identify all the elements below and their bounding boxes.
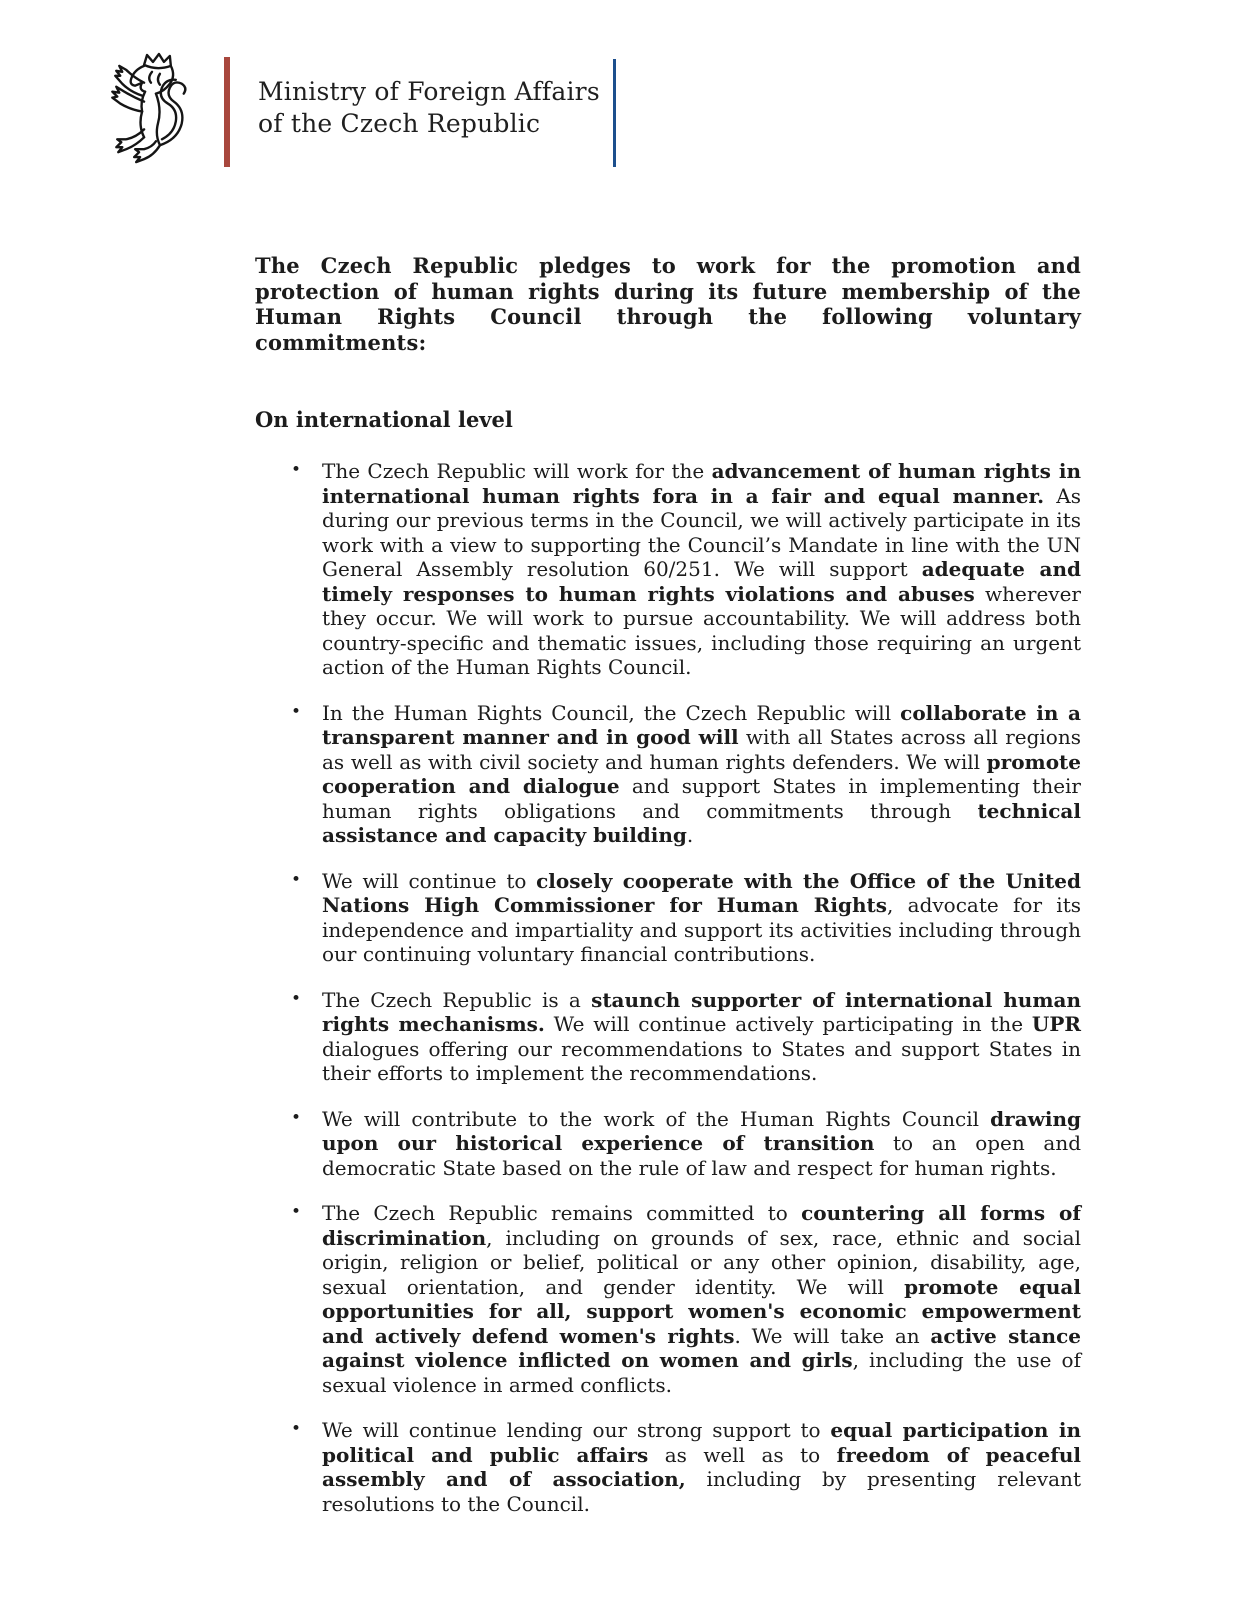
text-run: to an open and democratic State based on the rule of law and respect for human rights. — [322, 1131, 1082, 1180]
text-run: , including the use of sexual violence in armed conflicts. — [322, 1348, 1082, 1397]
text-run: UPR — [1031, 1012, 1081, 1037]
text-run: The Czech Republic is a — [322, 987, 592, 1012]
bullet-item — [255, 869, 1081, 967]
bullet-item — [255, 988, 1081, 1086]
bullet-marker-icon: • — [291, 460, 302, 481]
ministry-name-line1: Ministry of Foreign Affairs — [258, 77, 600, 106]
red-accent-bar — [224, 57, 230, 167]
text-run: wherever they occur. We will work to pursue accountability. We will address both country-specific and thematic issues, including those requiring an urgent action of the Human Rights Council. — [322, 581, 1081, 680]
text-run: countering all forms of discrimination — [322, 1201, 1081, 1250]
bullet-text — [322, 988, 1081, 1086]
bullet-text — [322, 1201, 1081, 1397]
text-run: promote cooperation and dialogue — [322, 749, 1081, 799]
bullet-marker-icon: • — [291, 1419, 302, 1440]
text-run: drawing upon our historical experience of transition — [322, 1106, 1081, 1156]
text-run: We will continue actively participating in the — [544, 1012, 1032, 1037]
text-run: dialogues offering our recommendations to States and support States in their efforts to implement the recommendations. — [322, 1036, 1081, 1086]
text-run: with all States across all regions as well as with civil society and human rights defenders. We will — [322, 725, 1081, 774]
text-run: We will continue lending our strong support to — [322, 1418, 831, 1443]
text-run: As during our previous terms in the Council, we will actively participate in its work with a view to supporting the Council’s Mandate in line with the UN General Assembly resolution 60/251. We will support — [322, 483, 1081, 582]
text-run: and support States in implementing their human rights obligations and commitments through — [322, 774, 1081, 823]
text-run: In the Human Rights Council, the Czech Republic will — [322, 700, 901, 725]
text-run: adequate and timely responses to human rights violations and abuses — [322, 557, 1081, 606]
bullet-text — [322, 869, 1081, 967]
text-run: advancement of human rights in international human rights fora in a fair and equal manner. — [322, 459, 1082, 508]
section-heading: On international level — [255, 407, 513, 433]
bullet-text — [322, 1107, 1081, 1180]
bullet-marker-icon: • — [291, 701, 302, 722]
ministry-name — [258, 76, 600, 140]
text-run: active stance against violence inflicted on women and girls — [322, 1323, 1081, 1373]
text-run: closely cooperate with the Office of the United Nations High Commissioner for Human Rights — [322, 868, 1081, 918]
text-run: The Czech Republic remains committed to — [322, 1201, 802, 1226]
text-run: , advocate for its independence and impartiality and support its activities including through our continuing voluntary financial contributions. — [322, 893, 1082, 967]
ministry-name-line2: of the Czech Republic — [258, 109, 541, 138]
blue-accent-bar — [613, 59, 616, 167]
text-run: The Czech Republic pledges to work for the promotion and protection of human rights during its future membership of the Human Rights Council through the following voluntary commitments: — [255, 253, 1081, 355]
text-run: . — [686, 823, 694, 848]
text-run: technical assistance and capacity building — [322, 798, 1081, 848]
bullet-item — [255, 701, 1081, 848]
text-run: freedom of peaceful assembly and of association, — [322, 1442, 1081, 1492]
bullet-item — [255, 1418, 1081, 1516]
text-run: including by presenting relevant resolutions to the Council. — [322, 1467, 1081, 1516]
text-run: staunch supporter of international human rights mechanisms. — [322, 987, 1082, 1037]
bullet-item — [255, 1107, 1081, 1181]
bullet-marker-icon: • — [291, 1202, 302, 1223]
bullet-text — [322, 701, 1081, 848]
bullet-marker-icon: • — [291, 988, 302, 1009]
text-run: We will continue to — [322, 868, 537, 893]
text-run: collaborate in a transparent manner and in good will — [322, 700, 1081, 750]
text-run: promote equal opportunities for all, support women's economic empowerment and actively defend women's rights — [322, 1274, 1081, 1348]
bullet-item — [255, 459, 1081, 680]
text-run: , including on grounds of sex, race, ethnic and social origin, religion or belief, political or any other opinion, disability, age, sexual orientation, and gender identity. We will — [322, 1225, 1081, 1299]
document-body — [255, 253, 1081, 1537]
text-run: . We will take an — [734, 1323, 931, 1348]
bullet-item — [255, 1201, 1081, 1397]
pledge-intro-paragraph — [255, 253, 1081, 355]
bullet-text — [322, 1418, 1081, 1516]
text-run: The Czech Republic will work for the — [322, 459, 712, 484]
bullet-text — [322, 459, 1081, 679]
bullet-marker-icon: • — [291, 869, 302, 890]
text-run: as well as to — [648, 1442, 837, 1467]
bullet-marker-icon: • — [291, 1107, 302, 1128]
bullet-list — [255, 459, 1081, 1516]
text-run: We will contribute to the work of the Human Rights Council — [322, 1106, 991, 1131]
czech-lion-emblem-icon — [100, 52, 205, 171]
text-run: equal participation in political and public affairs — [322, 1418, 1081, 1467]
